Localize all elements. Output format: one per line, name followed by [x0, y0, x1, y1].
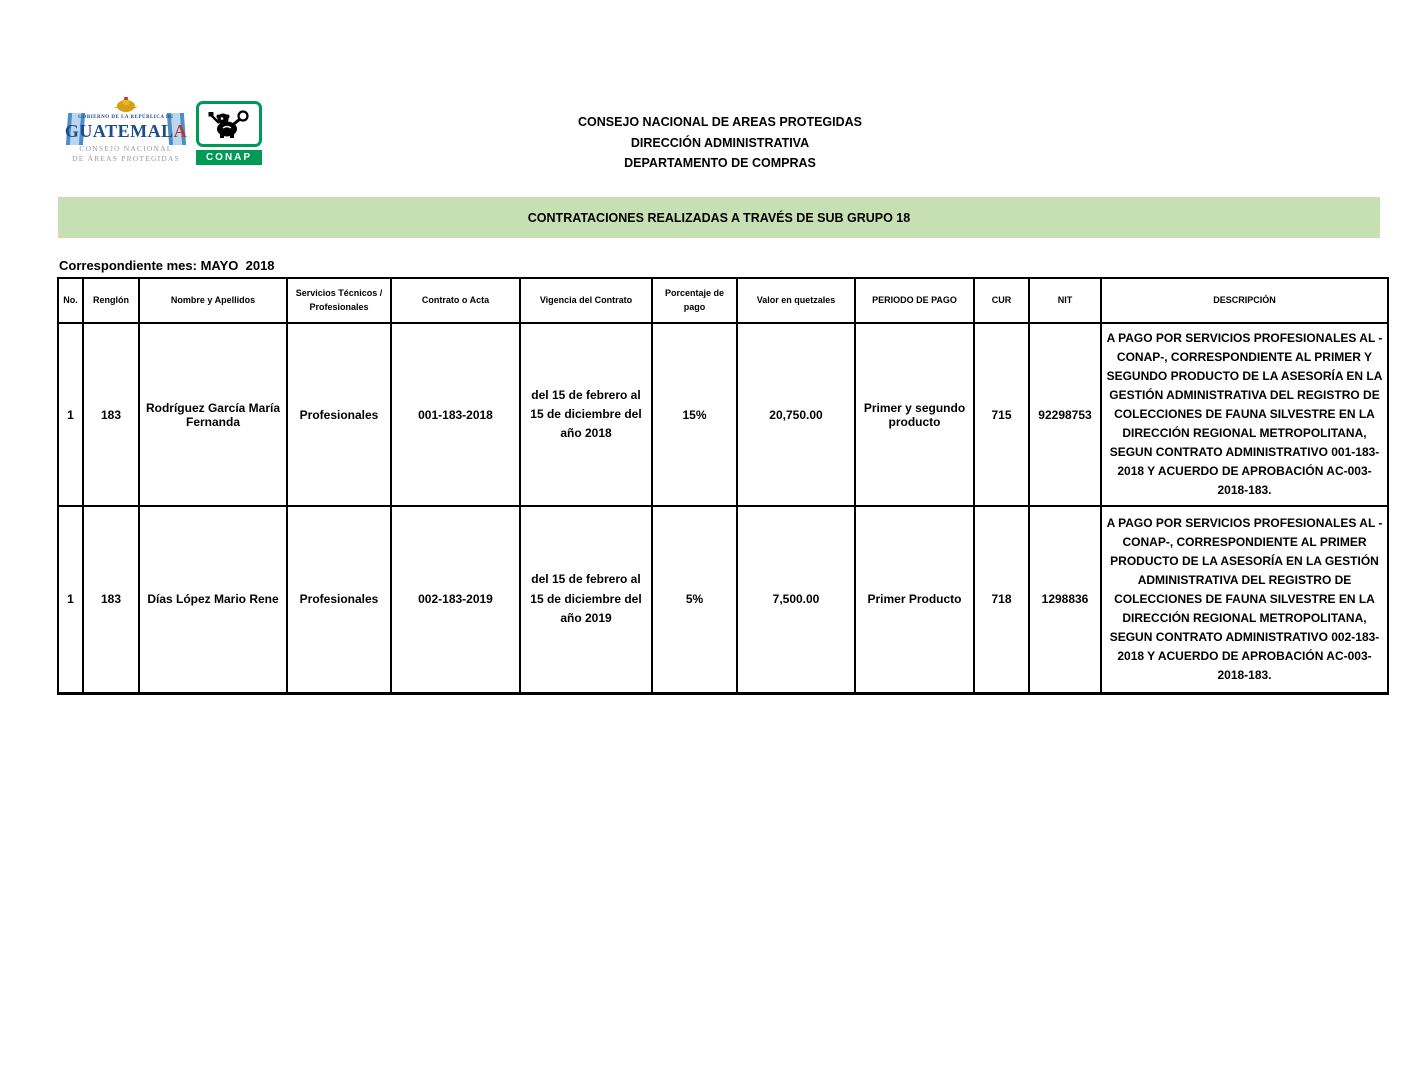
cell-contrato: 001-183-2018 [391, 323, 520, 506]
cell-valor: 7,500.00 [737, 506, 855, 693]
cell-nit: 1298836 [1029, 506, 1101, 693]
cell-periodo: Primer Producto [855, 506, 974, 693]
document-header [420, 112, 1020, 174]
col-header-no: No. [58, 278, 83, 323]
cell-nombre: Días López Mario Rene [139, 506, 287, 693]
section-banner [58, 197, 1380, 238]
table-header-row [58, 278, 1388, 323]
col-header-nombre: Nombre y Apellidos [139, 278, 287, 323]
guatemala-coat-of-arms-icon [111, 96, 141, 113]
cell-renglon: 183 [83, 506, 139, 693]
cell-no: 1 [58, 506, 83, 693]
col-header-descripcion: DESCRIPCIÓN [1101, 278, 1388, 323]
gobierno-banner-text: GOBIERNO DE LA REPÚBLICA DE [78, 115, 174, 120]
col-header-renglon: Renglón [83, 278, 139, 323]
cell-porcentaje: 5% [652, 506, 737, 693]
cell-contrato: 002-183-2019 [391, 506, 520, 693]
cell-cur: 715 [974, 323, 1029, 506]
guatemala-government-logo [64, 96, 188, 170]
table-row [58, 323, 1388, 506]
contracts-table [57, 277, 1389, 695]
month-label: Correspondiente mes: MAYO 2018 [59, 258, 275, 273]
contracts-table-container [57, 277, 1389, 695]
cell-nit: 92298753 [1029, 323, 1101, 506]
conap-monkey-icon [207, 109, 251, 139]
cell-vigencia: del 15 de febrero al 15 de diciembre del año 2019 [520, 506, 652, 693]
cell-no: 1 [58, 323, 83, 506]
conap-subtitle-text: CONSEJO NACIONAL DE ÁREAS PROTEGIDAS [72, 144, 180, 163]
cell-vigencia: del 15 de febrero al 15 de diciembre del año 2018 [520, 323, 652, 506]
cell-servicios: Profesionales [287, 506, 391, 693]
conap-wordmark: CONAP [196, 150, 262, 165]
banner-title: CONTRATACIONES REALIZADAS A TRAVÉS DE SUB GRUPO 18 [527, 210, 911, 225]
org-line-2: DIRECCIÓN ADMINISTRATIVA [630, 135, 810, 150]
col-header-contrato: Contrato o Acta [391, 278, 520, 323]
cell-renglon: 183 [83, 323, 139, 506]
cell-servicios: Profesionales [287, 323, 391, 506]
org-line-1: CONSEJO NACIONAL DE AREAS PROTEGIDAS [577, 115, 863, 129]
conap-logo [196, 101, 262, 165]
cell-cur: 718 [974, 506, 1029, 693]
org-line-3: DEPARTAMENTO DE COMPRAS [624, 156, 816, 170]
cell-periodo: Primer y segundo producto [855, 323, 974, 506]
col-header-nit: NIT [1029, 278, 1101, 323]
col-header-cur: CUR [974, 278, 1029, 323]
cell-descripcion: A PAGO POR SERVICIOS PROFESIONALES AL -CONAP-, CORRESPONDIENTE AL PRIMER Y SEGUNDO PRODUCTO DE LA ASESORÍA EN LA GESTIÓN ADMINISTRATIVA DEL REGISTRO DE COLECCIONES DE FAUNA SILVESTRE EN LA DIRECCIÓN REGIONAL METROPOLITANA, SEGUN CONTRATO ADMINISTRATIVO 001-183-2018 Y ACUERDO DE APROBACIÓN AC-003-2018-183. [1101, 323, 1388, 506]
col-header-valor: Valor en quetzales [737, 278, 855, 323]
table-row [58, 506, 1388, 693]
conap-logo-frame [196, 101, 262, 147]
col-header-porcentaje: Porcentaje de pago [652, 278, 737, 323]
col-header-vigencia: Vigencia del Contrato [520, 278, 652, 323]
guatemala-wordmark: GUATEMALA [64, 121, 188, 141]
cell-valor: 20,750.00 [737, 323, 855, 506]
col-header-periodo: PERIODO DE PAGO [855, 278, 974, 323]
cell-porcentaje: 15% [652, 323, 737, 506]
cell-nombre: Rodríguez García María Fernanda [139, 323, 287, 506]
cell-descripcion: A PAGO POR SERVICIOS PROFESIONALES AL -CONAP-, CORRESPONDIENTE AL PRIMER PRODUCTO DE LA ASESORÍA EN LA GESTIÓN ADMINISTRATIVA DEL REGISTRO DE COLECCIONES DE FAUNA SILVESTRE EN LA DIRECCIÓN REGIONAL METROPOLITANA, SEGUN CONTRATO ADMINISTRATIVO 002-183-2018 Y ACUERDO DE APROBACIÓN AC-003-2018-183. [1101, 506, 1388, 693]
col-header-servicios: Servicios Técnicos / Profesionales [287, 278, 391, 323]
